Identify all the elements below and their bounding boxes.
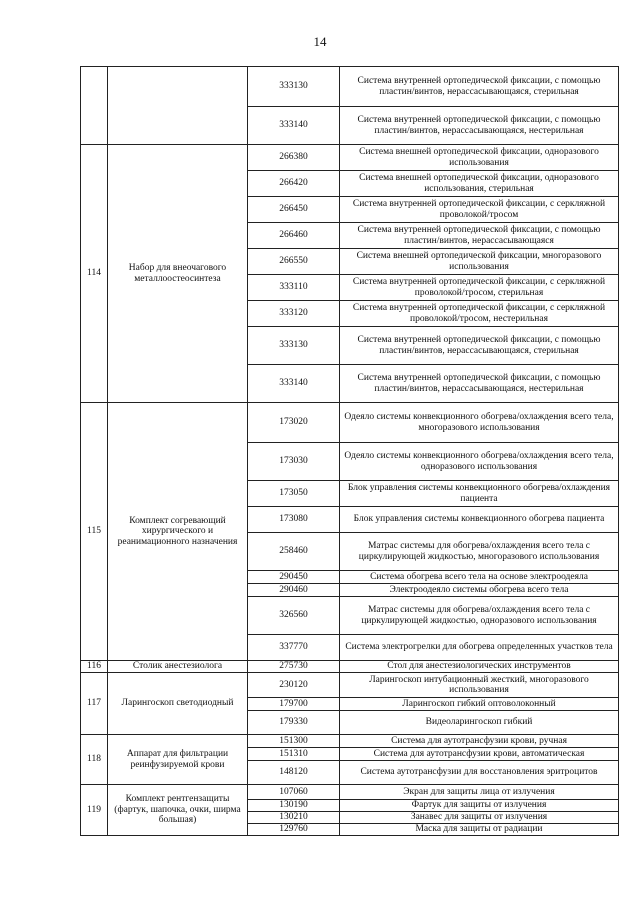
- type-code: 337770: [248, 635, 340, 661]
- type-description: Система аутотрансфузии для восстановления эритроцитов: [340, 761, 619, 785]
- type-code: 148120: [248, 761, 340, 785]
- type-description: Система внутренней ортопедической фиксации, с серкляжной проволокой/тросом: [340, 197, 619, 223]
- type-description: Одеяло системы конвекционного обогрева/охлаждения всего тела, одноразового использования: [340, 443, 619, 481]
- type-description: Система обогрева всего тела на основе электроодеяла: [340, 571, 619, 584]
- item-number: 118: [81, 735, 108, 785]
- item-number: 115: [81, 403, 108, 661]
- table-row: [81, 785, 619, 800]
- type-code: 266460: [248, 223, 340, 249]
- type-code: 230120: [248, 673, 340, 698]
- type-description: Система внутренней ортопедической фиксации, с помощью пластин/винтов, нерассасывающаяся, стерильная: [340, 327, 619, 365]
- type-description: Видеоларингоскоп гибкий: [340, 711, 619, 735]
- type-description: Система внутренней ортопедической фиксации, с помощью пластин/винтов, нерассасывающаяся, нестерильная: [340, 365, 619, 403]
- item-number: [81, 67, 108, 145]
- type-code: 151300: [248, 735, 340, 748]
- type-code: 333140: [248, 365, 340, 403]
- type-description: Система внутренней ортопедической фиксации, с серкляжной проволокой/тросом, стерильная: [340, 275, 619, 301]
- type-code: 326560: [248, 597, 340, 635]
- type-code: 107060: [248, 785, 340, 800]
- type-description: Система внешней ортопедической фиксации, одноразового использования: [340, 145, 619, 171]
- item-name: Комплект рентгензащиты (фартук, шапочка, очки, ширма большая): [108, 785, 248, 836]
- type-description: Стол для анестезиологических инструментов: [340, 661, 619, 673]
- type-code: 130210: [248, 812, 340, 824]
- type-description: Ларингоскоп гибкий оптоволоконный: [340, 698, 619, 711]
- equipment-table: [80, 66, 619, 836]
- type-description: Блок управления системы конвекционного обогрева пациента: [340, 507, 619, 533]
- type-description: Ларингоскоп интубационный жесткий, многоразового использования: [340, 673, 619, 698]
- type-description: Система внутренней ортопедической фиксации, с помощью пластин/винтов, нерассасывающаяся: [340, 223, 619, 249]
- type-description: Экран для защиты лица от излучения: [340, 785, 619, 800]
- item-name: Ларингоскоп светодиодный: [108, 673, 248, 735]
- type-description: Матрас системы для обогрева/охлаждения всего тела с циркулирующей жидкостью, многоразового использования: [340, 533, 619, 571]
- table-row: [81, 735, 619, 748]
- type-description: Система внутренней ортопедической фиксации, с помощью пластин/винтов, нерассасывающаяся, нестерильная: [340, 107, 619, 145]
- type-code: 173030: [248, 443, 340, 481]
- item-number: 117: [81, 673, 108, 735]
- type-code: 290460: [248, 584, 340, 597]
- page-number: 14: [313, 34, 327, 49]
- type-code: 266550: [248, 249, 340, 275]
- type-code: 266420: [248, 171, 340, 197]
- item-name: Столик анестезиолога: [108, 661, 248, 673]
- type-description: Система внешней ортопедической фиксации, многоразового использования: [340, 249, 619, 275]
- type-description: Система для аутотрансфузии крови, автоматическая: [340, 748, 619, 761]
- item-name: [108, 67, 248, 145]
- table-row: [81, 403, 619, 443]
- type-code: 258460: [248, 533, 340, 571]
- type-code: 130190: [248, 800, 340, 812]
- type-description: Блок управления системы конвекционного обогрева/охлаждения пациента: [340, 481, 619, 507]
- item-name: Аппарат для фильтрации реинфузируемой крови: [108, 735, 248, 785]
- type-code: 266450: [248, 197, 340, 223]
- type-code: 333130: [248, 67, 340, 107]
- table-row: [81, 67, 619, 107]
- type-code: 129760: [248, 824, 340, 836]
- type-description: Маска для защиты от радиации: [340, 824, 619, 836]
- type-description: Система электрогрелки для обогрева определенных участков тела: [340, 635, 619, 661]
- table-row: [81, 673, 619, 698]
- type-code: 333120: [248, 301, 340, 327]
- type-code: 275730: [248, 661, 340, 673]
- type-description: Система внешней ортопедической фиксации, одноразового использования, стерильная: [340, 171, 619, 197]
- type-code: 173050: [248, 481, 340, 507]
- type-description: Одеяло системы конвекционного обогрева/охлаждения всего тела, многоразового использования: [340, 403, 619, 443]
- item-number: 116: [81, 661, 108, 673]
- table-row: [81, 145, 619, 171]
- type-code: 266380: [248, 145, 340, 171]
- type-description: Фартук для защиты от излучения: [340, 800, 619, 812]
- type-description: Система внутренней ортопедической фиксации, с серкляжной проволокой/тросом, нестерильная: [340, 301, 619, 327]
- type-code: 290450: [248, 571, 340, 584]
- type-code: 151310: [248, 748, 340, 761]
- item-name: Набор для внеочагового металлоостеосинтеза: [108, 145, 248, 403]
- type-code: 333140: [248, 107, 340, 145]
- type-description: Занавес для защиты от излучения: [340, 812, 619, 824]
- type-code: 333130: [248, 327, 340, 365]
- type-description: Электроодеяло системы обогрева всего тела: [340, 584, 619, 597]
- type-code: 179700: [248, 698, 340, 711]
- table-row: [81, 661, 619, 673]
- item-number: 119: [81, 785, 108, 836]
- type-description: Матрас системы для обогрева/охлаждения всего тела с циркулирующей жидкостью, одноразового использования: [340, 597, 619, 635]
- type-code: 333110: [248, 275, 340, 301]
- type-description: Система внутренней ортопедической фиксации, с помощью пластин/винтов, нерассасывающаяся, стерильная: [340, 67, 619, 107]
- type-code: 173020: [248, 403, 340, 443]
- type-description: Система для аутотрансфузии крови, ручная: [340, 735, 619, 748]
- item-name: Комплект согревающий хирургического и реанимационного назначения: [108, 403, 248, 661]
- type-code: 179330: [248, 711, 340, 735]
- type-code: 173080: [248, 507, 340, 533]
- item-number: 114: [81, 145, 108, 403]
